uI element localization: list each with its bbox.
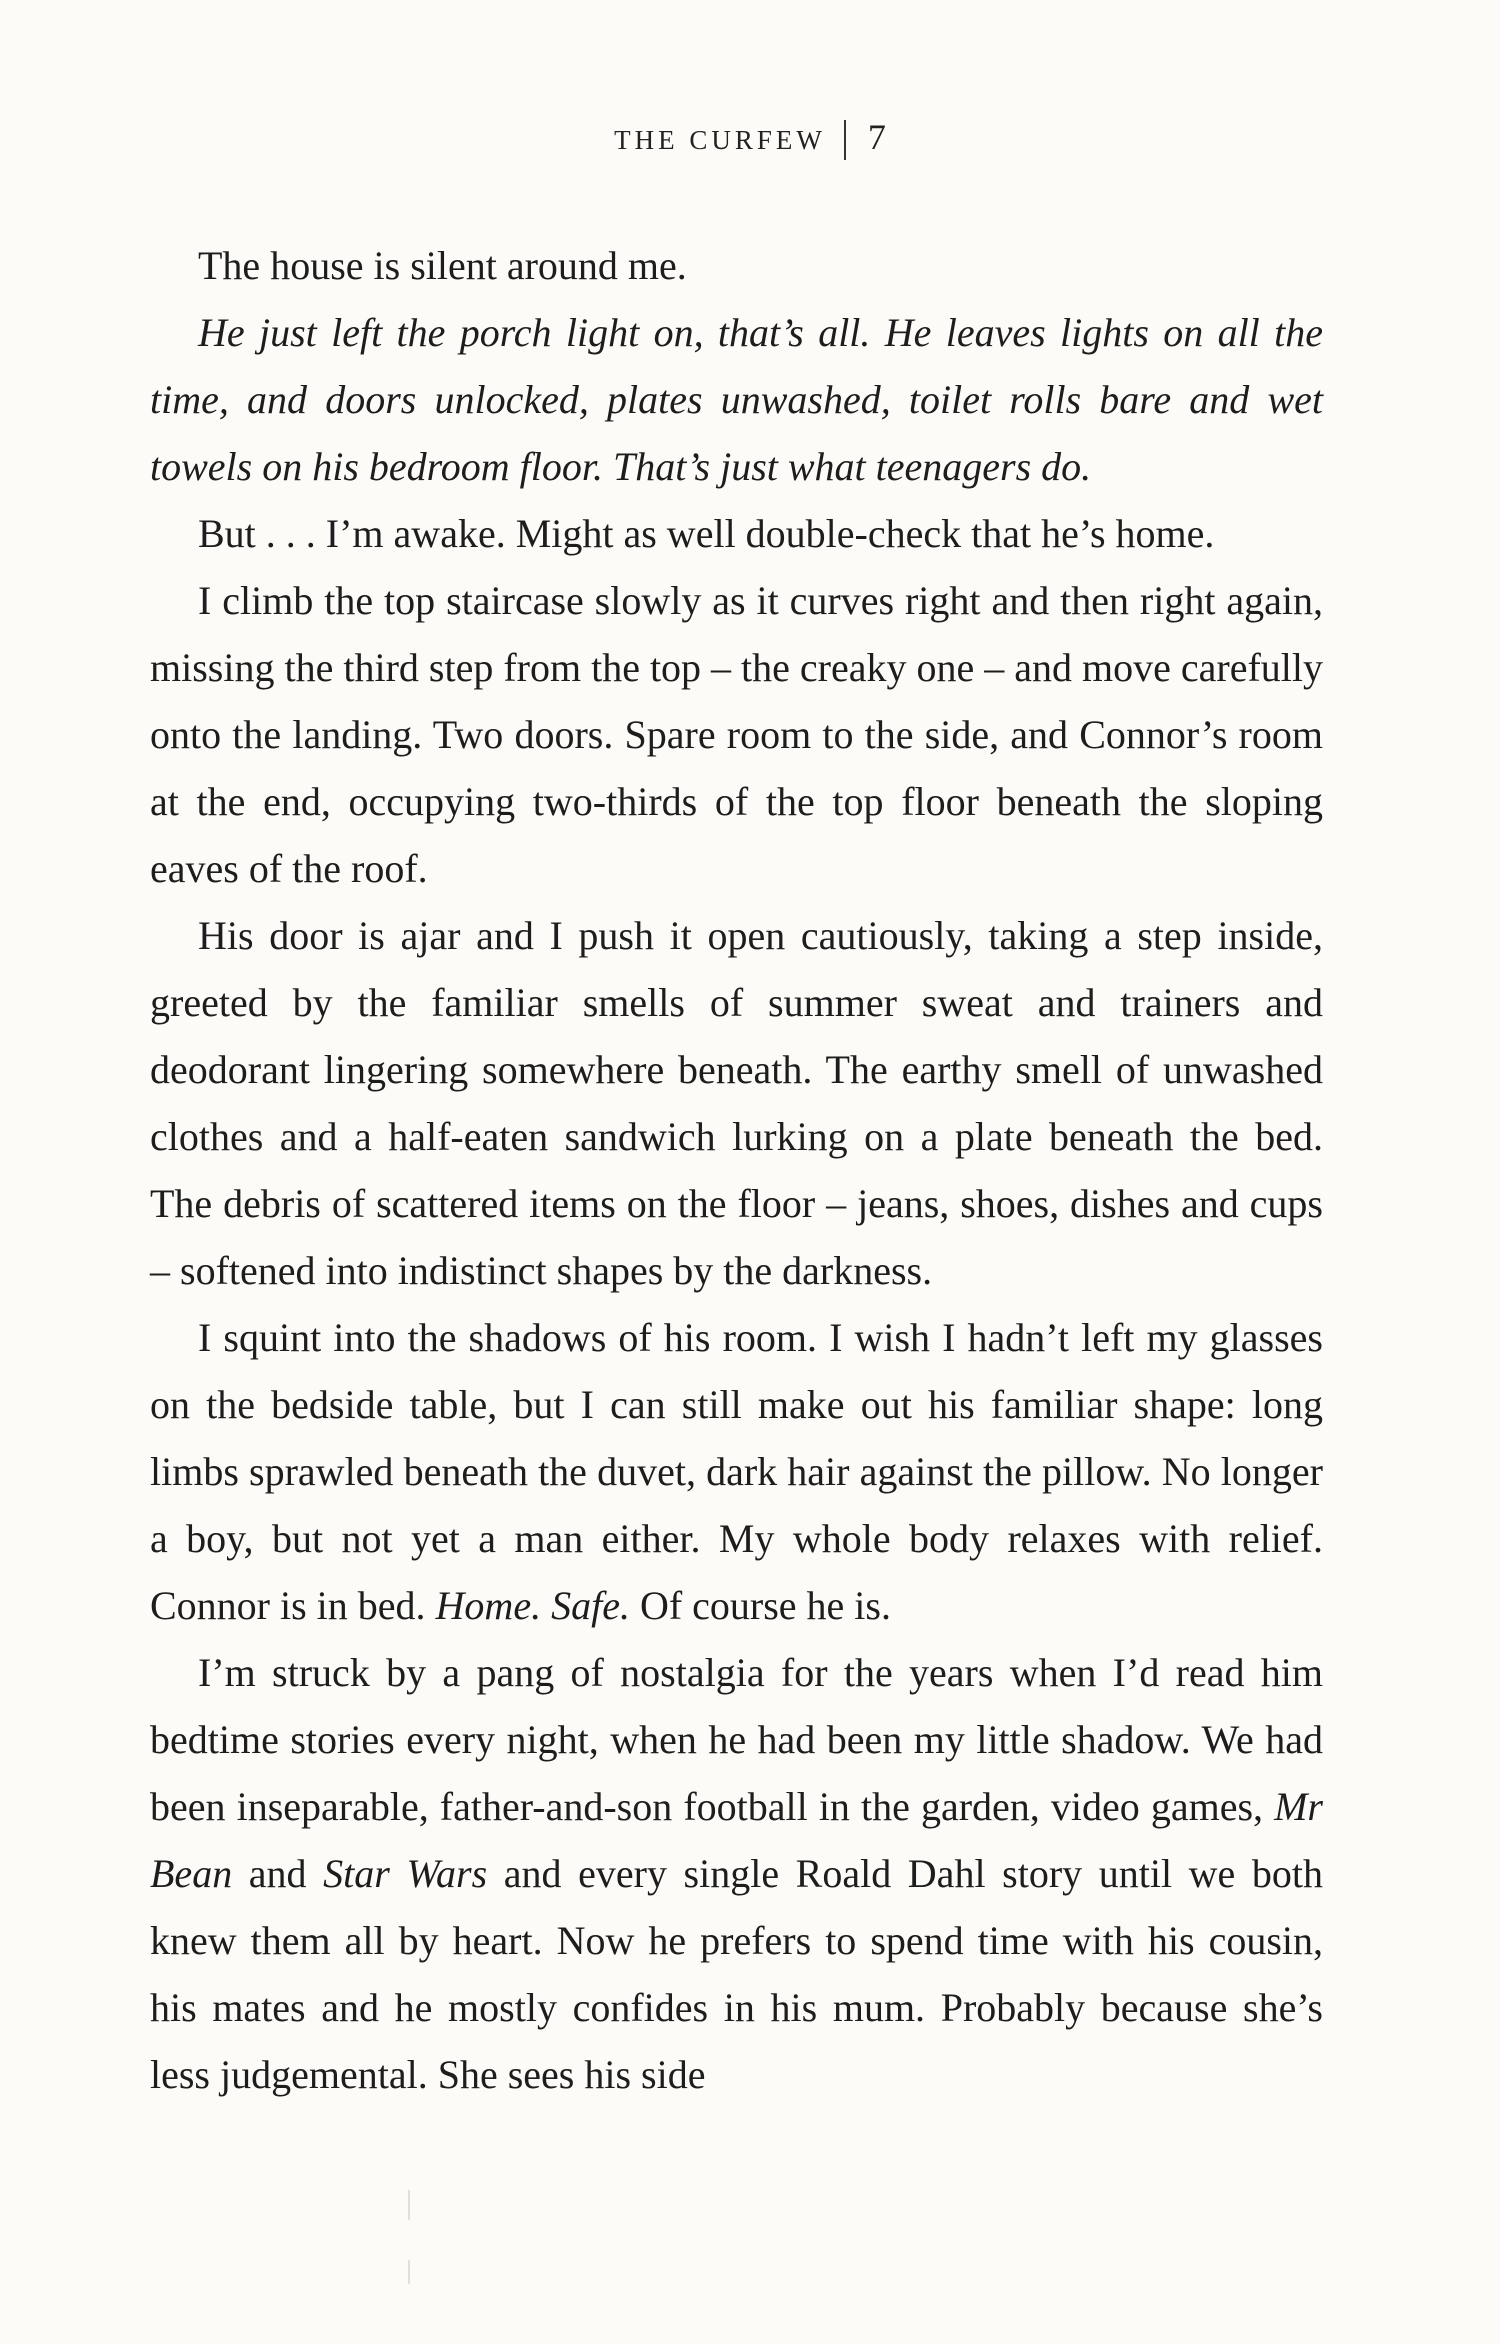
paragraph-3-text: But . . . I’m awake. Might as well double-check that he’s home. (198, 511, 1215, 556)
paragraph-7 (150, 1639, 1323, 2108)
paragraph-7-italic-mr-bean: Mr Bean (150, 1784, 1323, 1896)
paragraph-6-text-a: I squint into the shadows of his room. I wish I hadn’t left my glasses on the bedside table, but I can still make out his familiar shape: long limbs sprawled beneath the duvet, dark hair against the pillow. No longer a boy, but not yet a man either. My whole body relaxes with relief. Connor is in bed. (150, 1315, 1323, 1628)
body-text (150, 232, 1323, 2108)
paragraph-6-text-b: Of course he is. (629, 1583, 891, 1628)
page-number: 7 (867, 117, 886, 157)
paragraph-7-text-a: I’m struck by a pang of nostalgia for the years when I’d read him bedtime stories every night, when he had been my little shadow. We had been inseparable, father-and-son football in the garden, video games, (150, 1650, 1323, 1829)
paragraph-7-italic-star-wars: Star Wars (323, 1851, 488, 1896)
paragraph-6 (150, 1304, 1323, 1639)
paragraph-7-text-c: and every single Roald Dahl story until we both knew them all by heart. Now he prefers to spend time with his cousin, his mates and he mostly confides in his mum. Probably because she’s less judgemental. She sees his side (150, 1851, 1323, 2097)
paragraph-2 (150, 299, 1323, 500)
header-separator (844, 120, 846, 160)
paragraph-4 (150, 567, 1323, 902)
scan-mark (408, 2190, 410, 2220)
paragraph-1-text: The house is silent around me. (198, 243, 687, 288)
running-title: THE CURFEW (614, 125, 826, 155)
running-head (0, 112, 1500, 165)
paragraph-7-text-b: and (232, 1851, 324, 1896)
paragraph-2-italic-text: He just left the porch light on, that’s all. He leaves lights on all the time, and doors unlocked, plates unwashed, toilet rolls bare and wet towels on his bedroom floor. That’s just what teenagers do. (150, 310, 1323, 489)
scan-mark (408, 2260, 410, 2284)
paragraph-6-italic-home-safe: Home. Safe. (435, 1583, 630, 1628)
paragraph-5-text: His door is ajar and I push it open cautiously, taking a step inside, greeted by the familiar smells of summer sweat and trainers and deodorant lingering somewhere beneath. The earthy smell of unwashed clothes and a half-eaten sandwich lurking on a plate beneath the bed. The debris of scattered items on the floor – jeans, shoes, dishes and cups – softened into indistinct shapes by the darkness. (150, 913, 1323, 1293)
paragraph-3 (150, 500, 1323, 567)
paragraph-5 (150, 902, 1323, 1304)
paragraph-1 (150, 232, 1323, 299)
paragraph-4-text: I climb the top staircase slowly as it curves right and then right again, missing the third step from the top – the creaky one – and move carefully onto the landing. Two doors. Spare room to the side, and Connor’s room at the end, occupying two-thirds of the top floor beneath the sloping eaves of the roof. (150, 578, 1324, 891)
